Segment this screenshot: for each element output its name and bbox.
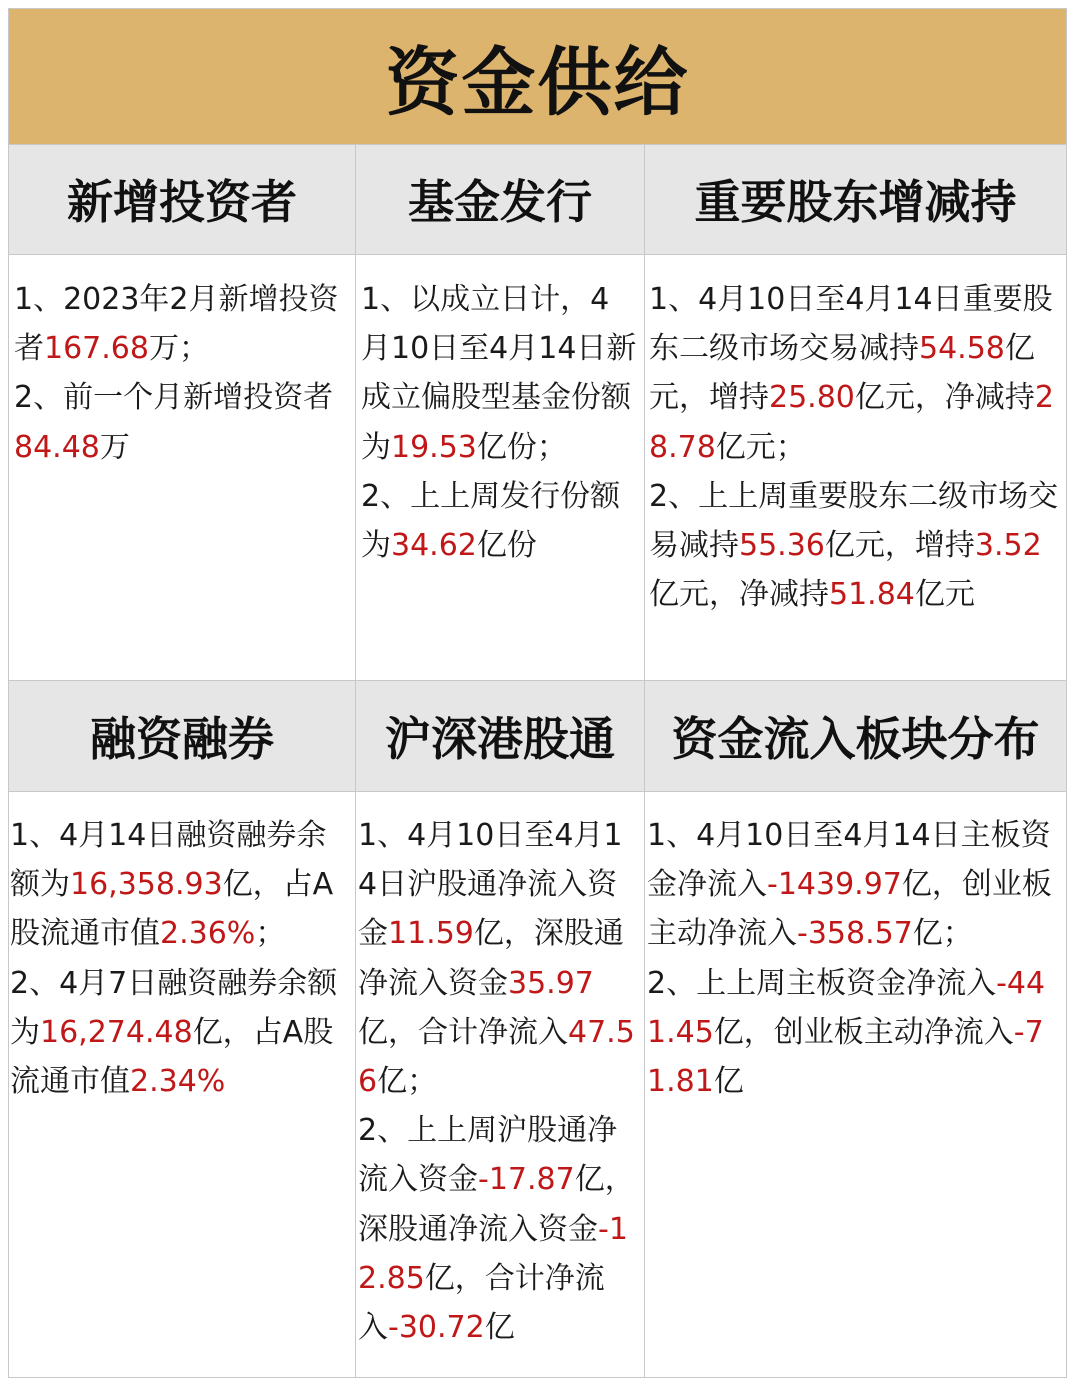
text-segment: 亿份: [476, 528, 537, 564]
title-bar: [9, 9, 1066, 144]
text-segment: 亿；: [912, 916, 973, 952]
highlight-value: 11.59: [388, 916, 474, 952]
header-shareholder-changes: [645, 144, 1066, 254]
text-segment: 亿，创业板主动净流入: [713, 1014, 1014, 1050]
divider: [9, 791, 1066, 792]
highlight-value: 3.52: [974, 528, 1042, 564]
cell-stock-connect: [358, 811, 638, 1352]
text-segment: 亿，合计净流入: [358, 1014, 568, 1050]
text-segment: 亿元，增持: [824, 528, 975, 564]
divider: [355, 144, 356, 1377]
highlight-value: -358.57: [797, 916, 913, 952]
header-new-investors: [9, 144, 355, 254]
text-segment: 亿元，净减持: [854, 380, 1035, 416]
highlight-value: 16,274.48: [40, 1014, 193, 1050]
divider: [9, 254, 1066, 255]
highlight-value: 2.34%: [130, 1064, 226, 1100]
cell-sector-flows: [647, 811, 1063, 1106]
text-segment: 1、以成立日计，4月10日至4月14日新成立偏股型基金份额为: [361, 282, 637, 465]
header-label: 资金流入板块分布: [671, 712, 1040, 766]
text-segment: 亿份；: [476, 429, 567, 465]
header-sector-flows: [645, 681, 1066, 791]
cell-text: [358, 811, 638, 1352]
text-segment: 1、2023年2月新增投资者: [14, 282, 339, 367]
highlight-value: -71.81: [647, 1014, 1044, 1100]
cell-new-investors: [14, 275, 352, 472]
divider: [9, 680, 1066, 681]
highlight-value: 28.78: [649, 380, 1054, 465]
header-margin-trading: [9, 681, 355, 791]
cell-text: [10, 811, 352, 1106]
highlight-value: 35.97: [508, 965, 594, 1001]
cell-text: [14, 275, 352, 472]
text-segment: ；: [255, 916, 286, 952]
header-label: 重要股东增减持: [694, 175, 1017, 229]
header-label: 沪深港股通: [385, 712, 615, 766]
text-segment: 亿，占A股流通市值: [10, 1014, 334, 1100]
text-segment: 亿，合计净流入: [358, 1260, 605, 1346]
page-title: 资金供给: [385, 39, 690, 126]
cell-text: [647, 811, 1063, 1106]
header-label: 基金发行: [408, 175, 592, 229]
text-segment: 万；: [148, 331, 209, 367]
cell-text: [649, 275, 1063, 619]
text-segment: 亿，创业板主动净流入: [647, 867, 1052, 952]
highlight-value: -1439.97: [767, 867, 902, 903]
text-segment: 亿，深股通净流入资金: [358, 1162, 635, 1247]
highlight-value: 55.36: [739, 528, 825, 564]
header-fund-issuance: [356, 144, 644, 254]
text-segment: 2、4月7日融资融券余额为: [10, 965, 338, 1050]
highlight-value: 84.48: [14, 429, 100, 465]
text-segment: 1、4月10日至4月14日重要股东二级市场交易减持: [649, 282, 1053, 367]
text-segment: 亿元: [914, 577, 975, 613]
text-segment: 1、4月10日至4月14日沪股通净流入资金: [358, 818, 623, 952]
highlight-value: 54.58: [919, 331, 1005, 367]
highlight-value: 2.36%: [160, 916, 256, 952]
text-segment: 2、前一个月新增投资者: [14, 380, 334, 416]
highlight-value: 167.68: [44, 331, 149, 367]
header-stock-connect: [356, 681, 644, 791]
header-label: 新增投资者: [67, 175, 297, 229]
cell-text: [361, 275, 639, 570]
highlight-value: 19.53: [391, 429, 477, 465]
text-segment: 2、上上周发行份额为: [361, 478, 621, 564]
cell-margin-trading: [10, 811, 352, 1106]
cell-shareholder-changes: [649, 275, 1063, 619]
highlight-value: -30.72: [388, 1310, 485, 1346]
highlight-value: 51.84: [829, 577, 915, 613]
highlight-value: -12.85: [358, 1211, 628, 1296]
header-label: 融资融券: [90, 712, 274, 766]
highlight-value: -17.87: [478, 1162, 575, 1198]
text-segment: 亿: [484, 1310, 515, 1346]
text-segment: 亿，深股通净流入资金: [358, 916, 624, 1001]
divider: [644, 144, 645, 1377]
highlight-value: 47.56: [358, 1014, 635, 1100]
text-segment: 1、4月14日融资融券余额为: [10, 818, 327, 903]
text-segment: 2、上上周沪股通净流入资金: [358, 1113, 618, 1198]
text-segment: 2、上上周主板资金净流入: [647, 965, 997, 1001]
text-segment: 亿；: [377, 1064, 438, 1100]
highlight-value: 34.62: [391, 528, 477, 564]
divider: [9, 144, 1066, 145]
text-segment: 亿，占A股流通市值: [10, 867, 334, 952]
text-segment: 1、4月10日至4月14日主板资金净流入: [647, 818, 1051, 903]
text-segment: 万: [99, 429, 130, 465]
text-segment: 亿元，净减持: [649, 577, 829, 613]
text-segment: 亿元，增持: [649, 331, 1035, 416]
highlight-value: -441.45: [647, 965, 1046, 1050]
text-segment: 2、上上周重要股东二级市场交易减持: [649, 478, 1059, 564]
text-segment: 亿元；: [715, 429, 806, 465]
text-segment: 亿: [713, 1064, 744, 1100]
highlight-value: 25.80: [769, 380, 855, 416]
highlight-value: 16,358.93: [70, 867, 223, 903]
cell-fund-issuance: [361, 275, 639, 570]
